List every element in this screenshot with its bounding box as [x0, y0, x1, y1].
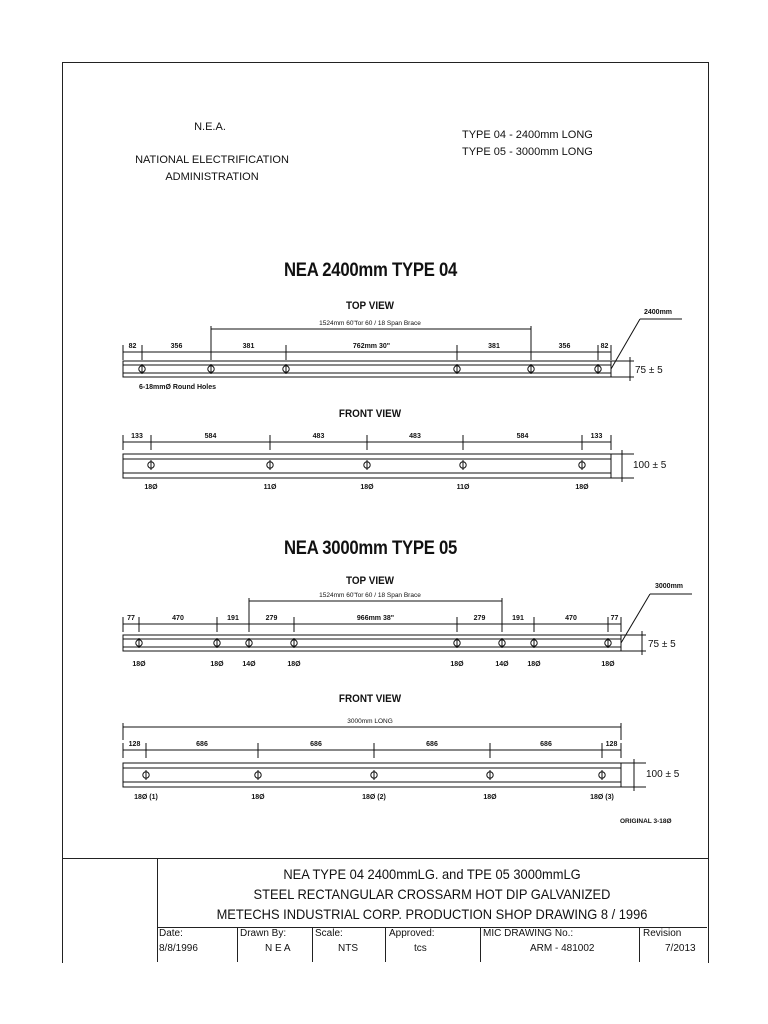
title-block-line2: STEEL RECTANGULAR CROSSARM HOT DIP GALVANIZED: [253, 886, 611, 902]
type04-brace-note: 1524mm 60"for 60 / 18 Span Brace: [319, 320, 421, 327]
t5-top-dim-label-0: 77: [127, 615, 135, 622]
revision-value: 7/2013: [665, 943, 696, 954]
org-abbr: N.E.A.: [194, 121, 226, 133]
t5-front-hole-label-1: 18Ø: [251, 794, 265, 801]
t5-top-hole-label-4: 18Ø: [450, 661, 464, 668]
t5-top-hole-label-3: 18Ø: [287, 661, 301, 668]
cell-divider-4: [480, 927, 481, 962]
title-block-line1: NEA TYPE 04 2400mmLG. and TPE 05 3000mmLG: [283, 866, 581, 882]
t4-front-dim-label-5: 133: [590, 433, 603, 440]
t5-front-dim-label-5: 128: [605, 741, 618, 748]
t5-top-hole-label-6: 18Ø: [527, 661, 541, 668]
t4-front-dim-label-0: 133: [131, 433, 143, 440]
date-label: Date:: [159, 928, 183, 939]
t5-top-dim-label-7: 470: [565, 615, 577, 622]
t5-front-hole-label-2: 18Ø (2): [362, 794, 386, 801]
t5-front-dim-label-3: 686: [426, 741, 438, 748]
t5-top-hole-label-7: 18Ø: [601, 661, 615, 668]
drawing-no-label: MIC DRAWING No.:: [483, 928, 574, 939]
t5-top-dim-label-1: 470: [172, 615, 184, 622]
type-line1: TYPE 04 - 2400mm LONG: [462, 129, 593, 141]
t5-top-hole-label-2: 14Ø: [242, 661, 256, 668]
cell-divider-5: [639, 927, 640, 962]
t5-front-dim-label-0: 128: [128, 741, 141, 748]
t4-top-dim-label-2: 381: [242, 343, 255, 350]
t4-front-hole-label-2: 18Ø: [360, 484, 374, 491]
type04-title: NEA 2400mm TYPE 04: [284, 260, 458, 281]
type05-original-note: ORIGINAL 3-18Ø: [620, 818, 672, 825]
t4-top-dim-label-3: 762mm 30": [352, 343, 391, 350]
t4-front-dim-label-4: 584: [516, 433, 529, 440]
t4-top-dim-label-1: 356: [170, 343, 183, 350]
type05-title: NEA 3000mm TYPE 05: [284, 538, 458, 559]
type-line2: TYPE 05 - 3000mm LONG: [462, 146, 593, 158]
cell-divider-3: [385, 927, 386, 962]
type04-overall: 2400mm: [644, 309, 673, 316]
drawn-by-value: N E A: [265, 943, 291, 954]
t4-front-hole-label-3: 11Ø: [456, 484, 470, 491]
t4-top-bar: [123, 361, 611, 377]
org-name-line2: ADMINISTRATION: [165, 171, 259, 183]
drawn-by-label: Drawn By:: [240, 928, 287, 939]
type05-width-dim: 75 ± 5: [648, 639, 676, 650]
t5-front-hole-label-0: 18Ø (1): [134, 794, 158, 801]
t4-front-hole-label-0: 18Ø: [144, 484, 158, 491]
t4-front-dim-label-2: 483: [312, 433, 325, 440]
date-value: 8/8/1996: [159, 943, 198, 954]
drawing-no-value: ARM - 481002: [530, 943, 595, 954]
title-block-line3: METECHS INDUSTRIAL CORP. PRODUCTION SHOP DRAWING 8 / 1996: [216, 906, 648, 922]
t4-front-hole-label-1: 11Ø: [263, 484, 277, 491]
type04-front-view-label: FRONT VIEW: [338, 408, 402, 420]
cell-divider-2: [312, 927, 313, 962]
t5-top-dim-label-3: 279: [265, 615, 278, 622]
t5-top-bar: [123, 635, 621, 651]
t4-front-dim-label-3: 483: [409, 433, 421, 440]
t4-top-dim-label-0: 82: [128, 343, 137, 350]
t5-overall-leader: [621, 594, 650, 643]
type05-overall: 3000mm: [655, 583, 684, 590]
type05-height-dim: 100 ± 5: [646, 769, 680, 780]
t5-top-dim-label-8: 77: [610, 615, 619, 622]
t5-top-hole-label-5: 14Ø: [495, 661, 509, 668]
t5-front-bar: [123, 763, 621, 787]
t5-top-dim-label-6: 191: [512, 615, 524, 622]
t4-top-dim-label-5: 356: [558, 343, 571, 350]
type05-brace-note: 1524mm 60"for 60 / 18 Span Brace: [319, 592, 421, 599]
t5-top-dim-label-2: 191: [227, 615, 239, 622]
t5-top-hole-label-1: 18Ø: [210, 661, 224, 668]
type04-holes-note: 6-18mmØ Round Holes: [139, 384, 217, 391]
revision-label: Revision: [643, 928, 682, 939]
t5-top-dim-label-4: 966mm 38": [356, 615, 395, 622]
t5-front-hole-label-3: 18Ø: [483, 794, 497, 801]
approved-value: tcs: [414, 943, 427, 954]
t5-front-dim-label-1: 686: [196, 741, 208, 748]
t5-front-dim-label-4: 686: [540, 741, 552, 748]
t4-top-dim-label-6: 82: [600, 343, 609, 350]
t5-front-dim-label-2: 686: [310, 741, 322, 748]
scale-label: Scale:: [315, 928, 343, 939]
t4-front-dim-label-1: 584: [204, 433, 217, 440]
approved-label: Approved:: [389, 928, 435, 939]
type04-height-dim: 100 ± 5: [633, 460, 667, 471]
org-name-line1: NATIONAL ELECTRIFICATION: [135, 154, 289, 166]
type04-width-dim: 75 ± 5: [635, 365, 663, 376]
t5-top-hole-label-0: 18Ø: [132, 661, 146, 668]
t4-top-dim-label-4: 381: [488, 343, 500, 350]
cell-divider-1: [237, 927, 238, 962]
scale-value: NTS: [338, 943, 358, 954]
type05-top-view-label: TOP VIEW: [345, 575, 395, 587]
type05-front-view-label: FRONT VIEW: [338, 693, 402, 705]
t5-front-hole-label-4: 18Ø (3): [590, 794, 614, 801]
t5-top-dim-label-5: 279: [473, 615, 486, 622]
type04-top-view-label: TOP VIEW: [345, 300, 395, 312]
t4-front-hole-label-4: 18Ø: [575, 484, 589, 491]
type05-overall-note: 3000mm LONG: [347, 718, 393, 725]
